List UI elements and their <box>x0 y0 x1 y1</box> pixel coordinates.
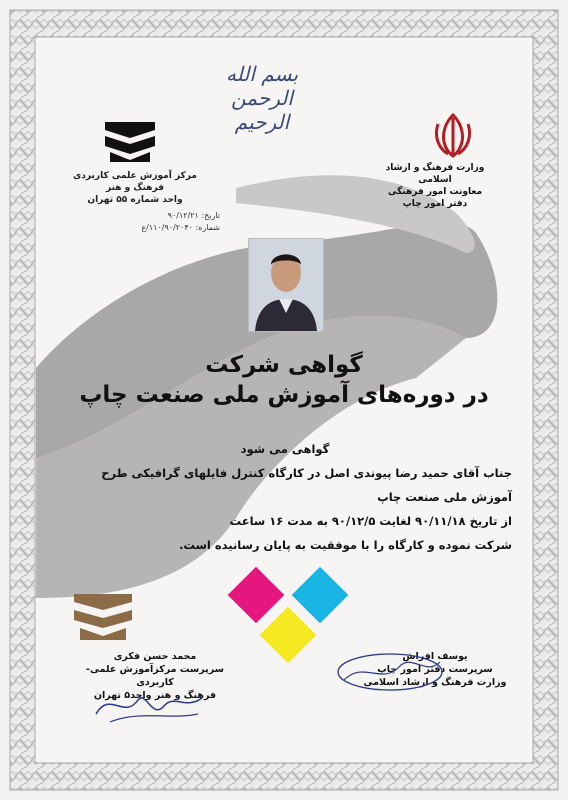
number-label: شماره: ۱۱۰/۹۰/۲۰۴۰/ع <box>141 223 220 232</box>
right-signatory-org: وزارت فرهنگ و ارشاد اسلامی <box>363 677 507 688</box>
left-signatory-role: سرپرست مرکزآموزش علمی- کاربردی <box>86 664 224 688</box>
center-logo-icon <box>100 118 160 168</box>
right-signatory-role: سرپرست دفتر امور چاپ <box>377 664 493 675</box>
intro-line: گواهی می شود <box>240 442 330 456</box>
recipient-photo <box>248 238 324 332</box>
left-handwritten-signature <box>90 680 210 730</box>
magenta-tile <box>228 567 285 624</box>
training-center-line-2: واحد شماره ۵۵ تهران <box>87 195 183 205</box>
body-line-1: جناب آقای حمید رضا پیوندی اصل در کارگاه کنترل فایلهای گرافیکی طرح آموزش ملی صنعت چاپ <box>101 466 512 504</box>
iran-emblem-icon <box>428 110 478 160</box>
yellow-tile <box>260 607 317 664</box>
right-handwritten-signature <box>330 640 450 700</box>
training-center-line-1: مرکز آموزش علمی کاربردی فرهنگ و هنر <box>73 171 197 193</box>
body-line-2: از تاریخ ۹۰/۱۱/۱۸ لغایت ۹۰/۱۲/۵ به مدت ۱۶ ساعت <box>229 514 512 528</box>
portrait-image <box>249 239 323 331</box>
cyan-tile <box>292 567 349 624</box>
certificate-title: گواهی شرکت <box>205 352 363 378</box>
certificate-subtitle: در دوره‌های آموزش ملی صنعت چاپ <box>79 382 489 408</box>
ministry-line-2: معاونت امور فرهنگی <box>387 187 483 197</box>
ministry-name <box>380 162 490 210</box>
date-label: تاریخ: ۹۰/۱۲/۲۱ <box>167 211 220 220</box>
training-center-name <box>70 170 200 206</box>
left-signatory-name: محمد حسن فکری <box>113 651 197 662</box>
right-signatory-name: یوسف افراش <box>402 651 468 662</box>
ministry-line-1: وزارت فرهنگ و ارشاد اسلامی <box>385 163 485 185</box>
center-seal-logo-icon <box>68 590 138 646</box>
left-signatory-org: فرهنگ و هنر واحد۵ تهران <box>93 690 217 701</box>
body-line-3: شرکت نموده و کارگاه را با موفقیت به پایان رسانیده است. <box>179 538 512 552</box>
letter-meta <box>100 210 220 234</box>
bismillah-calligraphy: بسم الله الرحمن الرحیم <box>225 62 299 134</box>
ministry-line-3: دفتر امور چاپ <box>402 199 468 209</box>
certificate-text <box>58 437 512 557</box>
